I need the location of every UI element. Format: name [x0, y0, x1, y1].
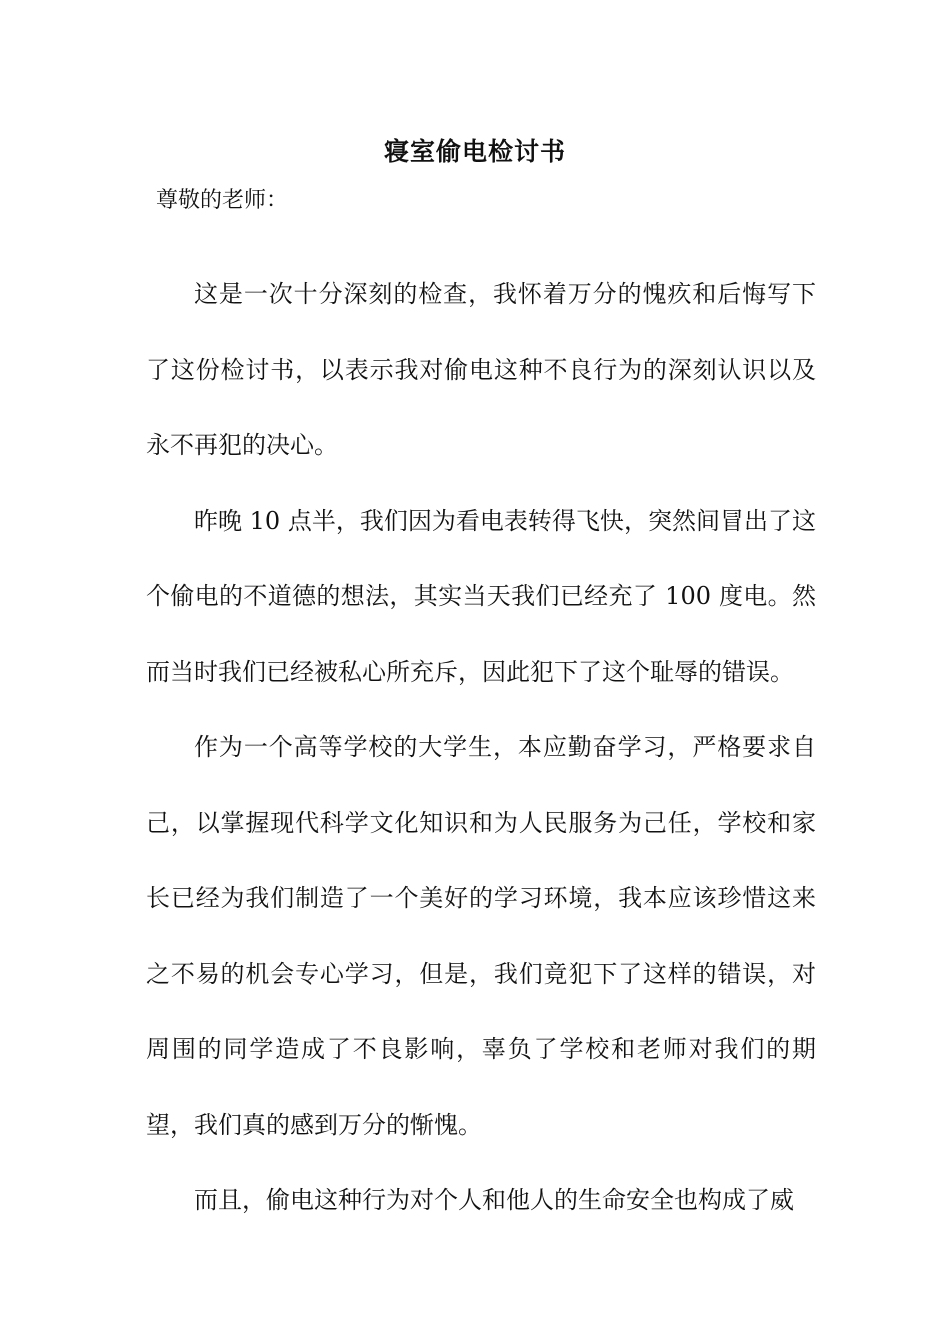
- paragraph: 这是一次十分深刻的检查，我怀着万分的愧疚和后悔写下了这份检讨书，以表示我对偷电这种不良行为的深刻认识以及永不再犯的决心。: [146, 280, 816, 459]
- paragraph: 昨晚 10 点半，我们因为看电表转得飞快，突然间冒出了这个偷电的不道德的想法，其实当天我们已经充了 100 度电。然而当时我们已经被私心所充斥，因此犯下了这个耻辱的错误。: [146, 506, 816, 686]
- document-title: 寝室偷电检讨书: [383, 137, 566, 166]
- salutation: 尊敬的老师：: [156, 188, 289, 213]
- paragraph: 作为一个高等学校的大学生，本应勤奋学习，严格要求自己，以掌握现代科学文化知识和为人民服务为己任，学校和家长已经为我们制造了一个美好的学习环境，我本应该珍惜这来之不易的机会专心学习，但是，我们竟犯下了这样的错误，对周围的同学造成了不良影响，辜负了学校和老师对我们的期望，我们真的感到万分的惭愧。: [146, 733, 816, 1139]
- document-body: [146, 257, 816, 1239]
- paragraph: 而且，偷电这种行为对个人和他人的生命安全也构成了威: [194, 1186, 794, 1214]
